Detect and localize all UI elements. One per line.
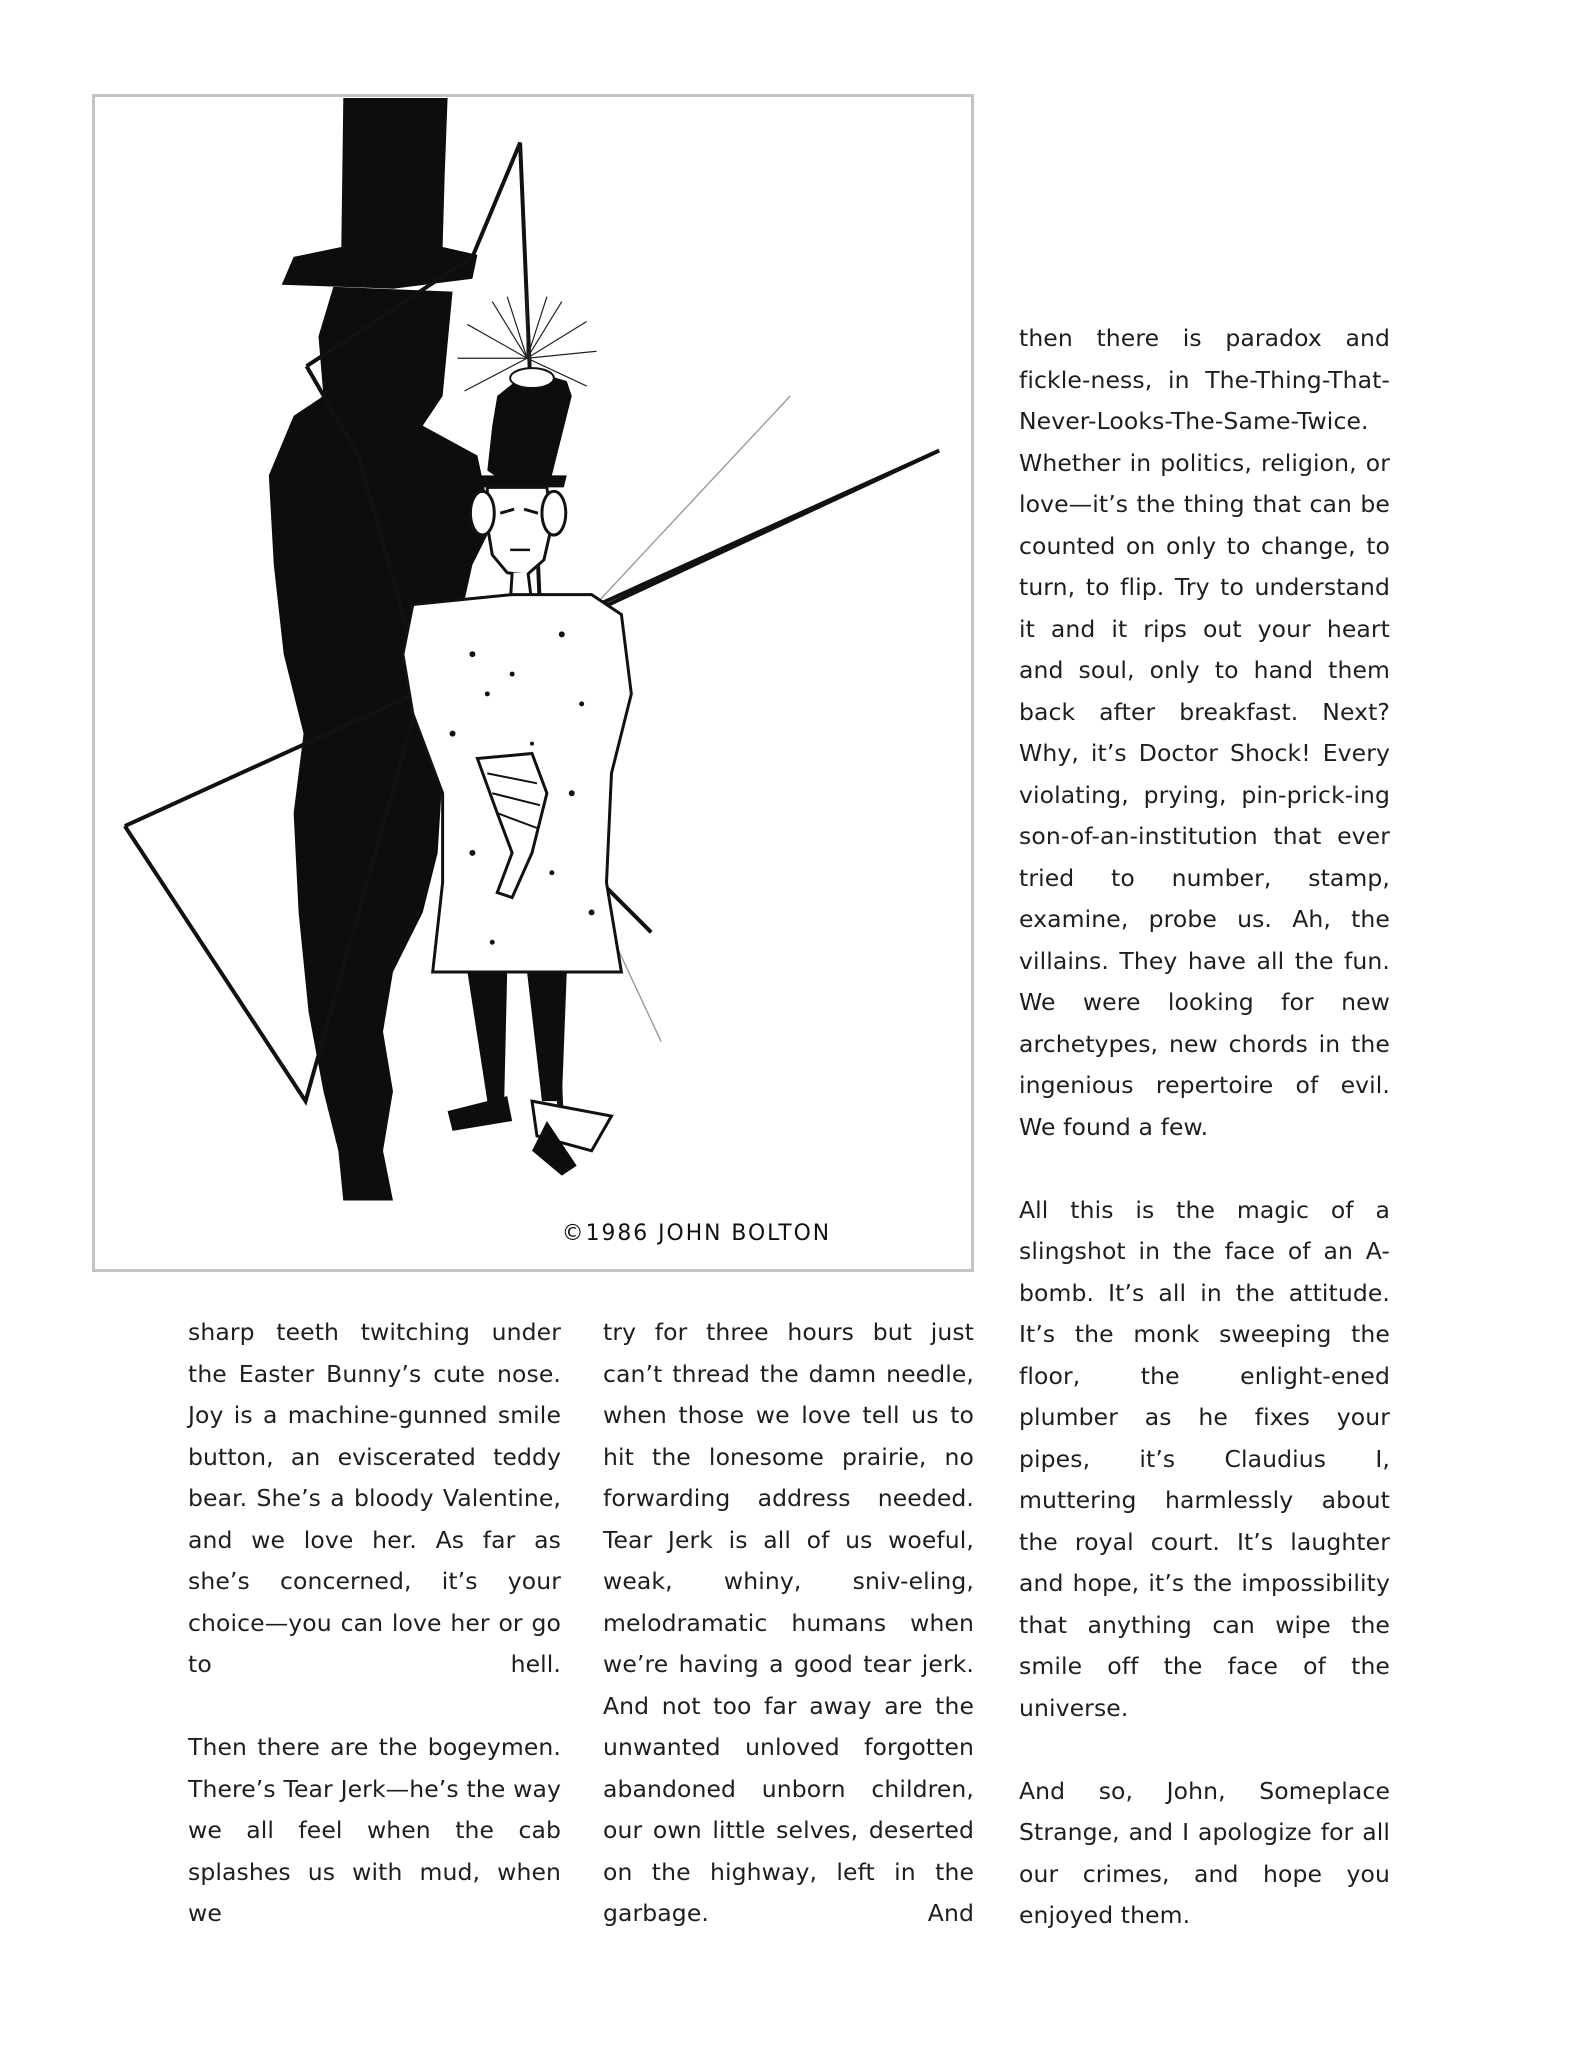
paragraph: then there is paradox and fickle-ness, in The-Thing-That-Never-Looks-The-Same-Twice. Whether in politics, religion, or love—it’s the thing that can be counted on only to change, to turn, to flip. Try to understand it and it rips out your heart and soul, only to hand them back after breakfast. Next? Why, it’s Doctor Shock! Every violating, prying, pin-prick-ing son-of-an-institution that ever tried to number, stamp, examine, probe us. Ah, the villains. They have all the fun. We were looking for new archetypes, new chords in the ingenious repertoire of evil. We found a few. bbox=[1019, 324, 1390, 1141]
paragraph: All this is the magic of a slingshot in the face of an A-bomb. It’s all in the attitude. It’s the monk sweeping the floor, the enlight-ened plumber as he fixes your pipes, it’s Claudius I, muttering harmlessly about the royal court. It’s laughter and hope, it’s the impossibility that anything can wipe the smile off the face of the universe. bbox=[1019, 1195, 1390, 1722]
paragraph: And so, John, Someplace Strange, and I apologize for all our crimes, and hope you enjoyed them. bbox=[1019, 1776, 1390, 1929]
paragraph: Then there are the bogeymen. There’s Tear Jerk—he’s the way we all feel when the cab splashes us with mud, when we bbox=[188, 1733, 561, 1927]
ink-illustration bbox=[95, 97, 971, 1269]
paragraph: try for three hours but just can’t thread the damn needle, when those we love tell us to hit the lonesome prairie, no forwarding address needed. Tear Jerk is all of us woeful, weak, whiny, sniv-eling, melodramatic humans when we’re having a good tear jerk. And not too far away are the unwanted unloved forgotten abandoned unborn children, our own little selves, deserted on the highway, left in the garbage. And bbox=[603, 1318, 974, 1927]
illustration-frame bbox=[92, 94, 974, 1272]
text-column-middle bbox=[603, 1312, 974, 1935]
paragraph: sharp teeth twitching under the Easter Bunny’s cute nose. Joy is a machine-gunned smile button, an eviscerated teddy bear. She’s a bloody Valentine, and we love her. As far as she’s concerned, it’s your choice—you can love her or go to hell. bbox=[188, 1318, 561, 1678]
text-column-right bbox=[1019, 318, 1390, 1937]
artist-signature: ©1986 JOHN BOLTON bbox=[561, 1221, 832, 1247]
text-column-left bbox=[188, 1312, 561, 1935]
